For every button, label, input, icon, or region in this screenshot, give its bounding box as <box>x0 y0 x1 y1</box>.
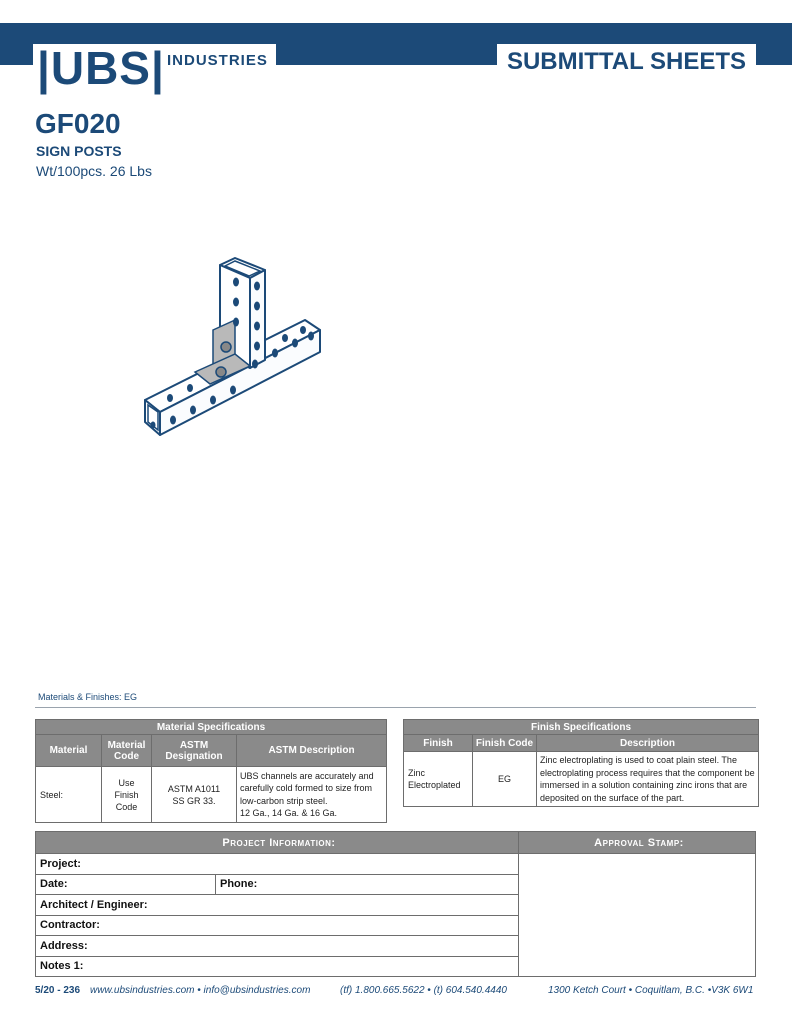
product-drawing <box>135 250 325 440</box>
cell-finish-code: EG <box>473 752 537 807</box>
footer-web[interactable]: www.ubsindustries.com • info@ubsindustries.com <box>90 985 311 996</box>
contractor-field[interactable]: Contractor: <box>36 915 519 936</box>
part-number: GF020 <box>35 108 121 139</box>
project-info-title: Project Information: <box>36 832 519 854</box>
finish-spec-title: Finish Specifications <box>404 720 759 735</box>
part-weight: Wt/100pcs. 26 Lbs <box>36 163 152 179</box>
col-astm-description: ASTM Description <box>237 735 387 767</box>
col-material: Material <box>36 735 102 767</box>
cell-material: Steel: <box>36 767 102 823</box>
material-specifications-table <box>35 719 387 823</box>
finish-specifications-table <box>403 719 759 807</box>
approval-stamp-title: Approval Stamp: <box>519 832 756 854</box>
col-finish: Finish <box>404 735 473 752</box>
project-field[interactable]: Project: <box>36 854 519 875</box>
project-information-table <box>35 831 756 977</box>
approval-stamp-area[interactable] <box>519 854 756 977</box>
col-material-code: Material Code <box>102 735 152 767</box>
col-finish-code: Finish Code <box>473 735 537 752</box>
cell-astm-description: UBS channels are accurately and carefully cold formed to size from low-carbon strip steel. 12 Ga., 14 Ga. & 16 Ga. <box>237 767 387 823</box>
footer-page-code: 5/20 - 236 <box>35 985 81 996</box>
footer-address: 1300 Ketch Court • Coquitlam, B.C. •V3K 6W1 <box>548 985 754 996</box>
part-name: SIGN POSTS <box>36 143 122 159</box>
col-finish-description: Description <box>537 735 759 752</box>
architect-field[interactable]: Architect / Engineer: <box>36 895 519 916</box>
col-astm-designation: ASTM Designation <box>152 735 237 767</box>
logo-industries: INDUSTRIES <box>167 52 268 69</box>
materials-finishes-label: Materials & Finishes: EG <box>38 692 138 702</box>
divider <box>35 707 756 708</box>
cell-finish: Zinc Electroplated <box>404 752 473 807</box>
material-spec-title: Material Specifications <box>36 720 387 735</box>
address-field[interactable]: Address: <box>36 936 519 957</box>
cell-finish-description: Zinc electroplating is used to coat plain steel. The electroplating process requires that the component be immersed in a solution containing zinc irons that are deposited on the surface of the part. <box>537 752 759 807</box>
footer-phones: (tf) 1.800.665.5622 • (t) 604.540.4440 <box>340 985 507 996</box>
page-title: SUBMITTAL SHEETS <box>506 48 747 75</box>
notes-field[interactable]: Notes 1: <box>36 956 519 977</box>
cell-material-code: Use Finish Code <box>102 767 152 823</box>
cell-astm-designation: ASTM A1011 SS GR 33. <box>152 767 237 823</box>
phone-field[interactable]: Phone: <box>216 874 519 895</box>
date-field[interactable]: Date: <box>36 874 216 895</box>
logo-ubs: |UBS| <box>37 42 165 94</box>
